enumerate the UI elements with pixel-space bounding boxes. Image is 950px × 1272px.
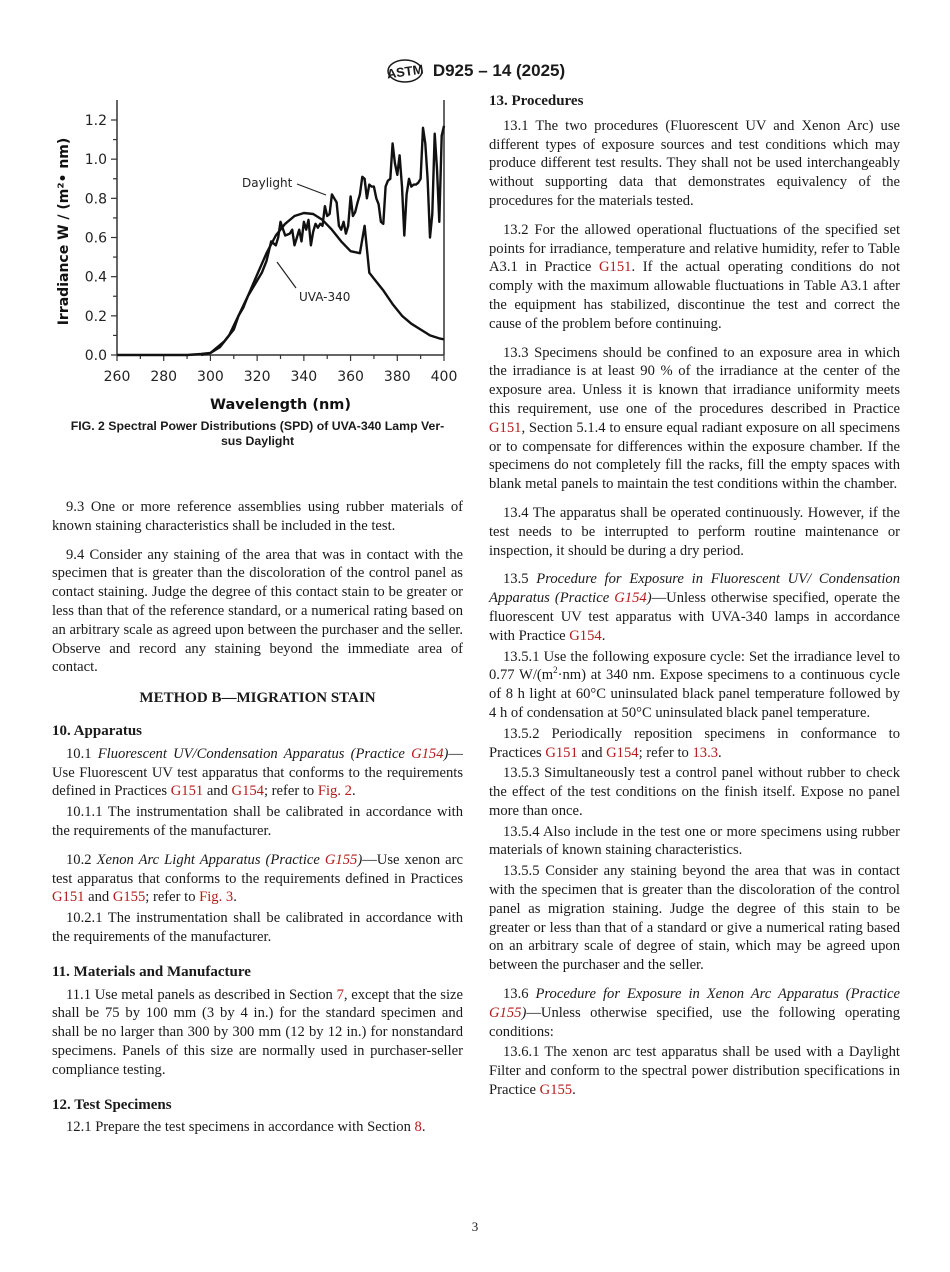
link-g151[interactable]: G151: [599, 259, 632, 276]
paragraph-13-5-5: 13.5.5 Consider any staining beyond the area that was in contact with the specimen that is greater than the discoloration of the control panel as migration staining. Judge the degree of this stain to be greater or less than that of a standard or give a numerical rating based on an arbitrary scale of degree of stain, which may be agreed upon between the purchaser and the seller.: [489, 863, 900, 974]
paragraph-13-4: 13.4 The apparatus shall be operated continuously. However, if the test needs to be interrupted to perform routine maintenance or inspection, it should be during a dry period.: [489, 504, 900, 559]
paragraph-13-3: 13.3 Specimens should be confined to an exposure area in which the irradiance is at least 90 % of the irradiance at the center of the exposure area. Unless it is known that irradiance uniformity meets this requirement, use one of the procedures described in Practice G151, Section 5.1.4 to ensure equal radiant exposure on all specimens or to compensate for differences within the exposure chamber. If the specimens do not completely fill the racks, fill the empty spaces with blank metal panels to maintain the test conditions within the chamber.: [489, 344, 900, 493]
section-11-heading: 11. Materials and Manufacture: [52, 963, 251, 980]
x-tick-label: 380: [383, 369, 411, 385]
section-12-heading: 12. Test Specimens: [52, 1096, 172, 1113]
link-section-8[interactable]: 8: [414, 1119, 422, 1136]
section-10-heading: 10. Apparatus: [52, 722, 143, 739]
y-tick-label: 0.0: [84, 348, 107, 364]
link-g155[interactable]: G155: [324, 851, 358, 868]
caption-line-1: FIG. 2 Spectral Power Distributions (SPD) of UVA-340 Lamp Ver-: [70, 419, 445, 433]
paragraph-10-1-1: 10.1.1 The instrumentation shall be calibrated in accordance with the requirements of the manufacturer.: [52, 804, 463, 839]
paragraph-10-1: 10.1 Fluorescent UV/Condensation Apparatus (Practice G154)—Use Fluorescent UV test apparatus that conforms to the requirements defined in Practices G151 and G154; refer to Fig. 2.: [52, 745, 463, 800]
x-tick-label: 340: [290, 369, 318, 385]
spd-chart: [52, 96, 463, 416]
paragraph-10-2: 10.2 Xenon Arc Light Apparatus (Practice G155)—Use xenon arc test apparatus that conforms to the requirements defined in Practices G151 and G155; refer to Fig. 3.: [52, 851, 463, 906]
method-b-heading: METHOD B—MIGRATION STAIN: [139, 690, 376, 707]
annotation-uva-340: UVA-340: [299, 290, 351, 304]
link-g151[interactable]: G151: [52, 889, 85, 906]
link-g155[interactable]: G155: [539, 1082, 573, 1099]
y-tick-label: 1.2: [84, 113, 107, 129]
link-fig-2[interactable]: Fig. 2: [317, 783, 352, 800]
paragraph-13-2: 13.2 For the allowed operational fluctuations of the specified set points for irradiance, temperature and relative humidity, refer to Table A3.1 in Practice G151. If the actual operating conditions do not comply with the maximum allowable fluctuations in Table A3.1 after the equipment has stabilized, discontinue the test and correct the cause of the problem before continuing.: [489, 221, 900, 332]
y-tick-label: 0.2: [84, 308, 107, 325]
figure-2-chart: [52, 96, 463, 416]
figure-caption: [52, 419, 463, 449]
right-column: [489, 92, 900, 1100]
series-uva-340: [117, 213, 444, 355]
link-g155[interactable]: G155: [489, 1004, 522, 1021]
y-tick-label: 0.8: [84, 191, 107, 208]
annotation-daylight: Daylight: [242, 176, 293, 190]
paragraph-13-6-1: 13.6.1 The xenon arc test apparatus shall be used with a Daylight Filter and conform to the spectral power distribution specifications in Practice G155.: [489, 1044, 900, 1099]
astm-logo-icon: [385, 58, 425, 84]
link-g151[interactable]: G151: [489, 419, 522, 436]
paragraph-10-2-1: 10.2.1 The instrumentation shall be calibrated in accordance with the requirements of the manufacturer.: [52, 910, 463, 945]
paragraph-13-5-1: 13.5.1 Use the following exposure cycle: Set the irradiance level to 0.77 $W/(m^2\cdot nm)$ at 340 nm. Expose specimens to a continuous cycle of 8 h light at 60°C uninsulated black panel temperature followed by 4 h of condensation at 50°C uninsulated black panel temperature.: [489, 648, 900, 721]
x-tick-label: 300: [197, 369, 224, 385]
link-g154[interactable]: G154: [411, 745, 444, 762]
link-fig-3[interactable]: Fig. 3: [199, 889, 234, 906]
link-section-7[interactable]: 7: [336, 986, 344, 1003]
page-number: 3: [471, 1219, 479, 1234]
paragraph-9-4: 9.4 Consider any staining of the area that was in contact with the specimen that is greater than the discoloration of the control panel as contact staining. Judge the degree of this contact stain to be greater or less than that of the reference standard, or a numerical rating based on an arbitrary scale as agreed upon between the purchaser and the seller. Observe and record any staining beyond the immediate area of contact.: [52, 546, 463, 676]
link-g154[interactable]: G154: [614, 590, 647, 607]
paragraph-9-3: 9.3 One or more reference assemblies using rubber materials of known staining characteristics shall be included in the test.: [52, 499, 463, 534]
svg-text:ASTM: ASTM: [385, 61, 425, 82]
x-tick-label: 280: [150, 369, 178, 385]
paragraph-13-5-3: 13.5.3 Simultaneously test a control panel without rubber to check the effect of the test conditions on the finish itself. Expose no panel more than once.: [489, 765, 900, 819]
annotation-uva-340-leader: [277, 262, 296, 288]
y-tick-label: 0.4: [84, 269, 107, 286]
link-g151[interactable]: G151: [545, 744, 578, 761]
y-tick-label: 0.6: [84, 230, 107, 247]
caption-line-2: sus Daylight: [220, 434, 295, 448]
x-tick-label: 400: [430, 369, 458, 385]
paragraph-13-6: 13.6 Procedure for Exposure in Xenon Arc Apparatus (Practice G155)—Unless otherwise specified, use the following operating conditions:: [489, 986, 901, 1040]
y-tick-label: 1.0: [84, 152, 107, 169]
paragraph-13-5: 13.5 Procedure for Exposure in Fluorescent UV/ Condensation Apparatus (Practice G154)—Unless otherwise specified, operate the fluorescent UV test apparatus with UVA-340 lamps in accordance with Practice G154.: [489, 571, 900, 644]
link-13-3[interactable]: 13.3: [692, 744, 719, 761]
paragraph-11-1: 11.1 Use metal panels as described in Section 7, except that the size shall be 75 by 100 mm (3 by 4 in.) for the standard specimen and shall be no larger than 300 by 300 mm (12 by 12 in.) for nonstandard specimens. Panels of this size are normally used in purchaser-seller compliance testing.: [52, 986, 463, 1078]
link-g154[interactable]: G154: [231, 783, 264, 800]
link-g154[interactable]: G154: [569, 627, 602, 644]
x-tick-label: 360: [337, 369, 364, 385]
annotation-daylight-leader: [297, 184, 326, 195]
paragraph-13-5-4: 13.5.4 Also include in the test one or more specimens using rubber materials of known staining characteristics.: [489, 823, 900, 859]
page-header: [0, 58, 950, 84]
left-column: [52, 498, 463, 1137]
x-tick-label: 320: [243, 369, 271, 385]
x-tick-label: 260: [103, 369, 131, 385]
link-g154[interactable]: G154: [606, 744, 639, 761]
paragraph-12-1: 12.1 Prepare the test specimens in accordance with Section 8.: [66, 1119, 426, 1136]
link-g151[interactable]: G151: [170, 783, 204, 800]
link-g155[interactable]: G155: [112, 889, 146, 906]
section-13-heading: 13. Procedures: [489, 93, 584, 109]
y-axis-label: Irradiance W / (m²• nm): [56, 137, 72, 326]
x-axis-label: Wavelength (nm): [209, 397, 352, 413]
document-designation: D925 – 14 (2025): [432, 61, 566, 80]
paragraph-13-1: 13.1 The two procedures (Fluorescent UV and Xenon Arc) use different types of exposure sources and test conditions which may produce different test results. They shall not be used interchangeably without supporting data that demonstrates equivalency of the procedures for the materials tested.: [489, 117, 900, 209]
paragraph-13-5-2: 13.5.2 Periodically reposition specimens in conformance to Practices G151 and G154; refer to 13.3.: [489, 725, 900, 761]
